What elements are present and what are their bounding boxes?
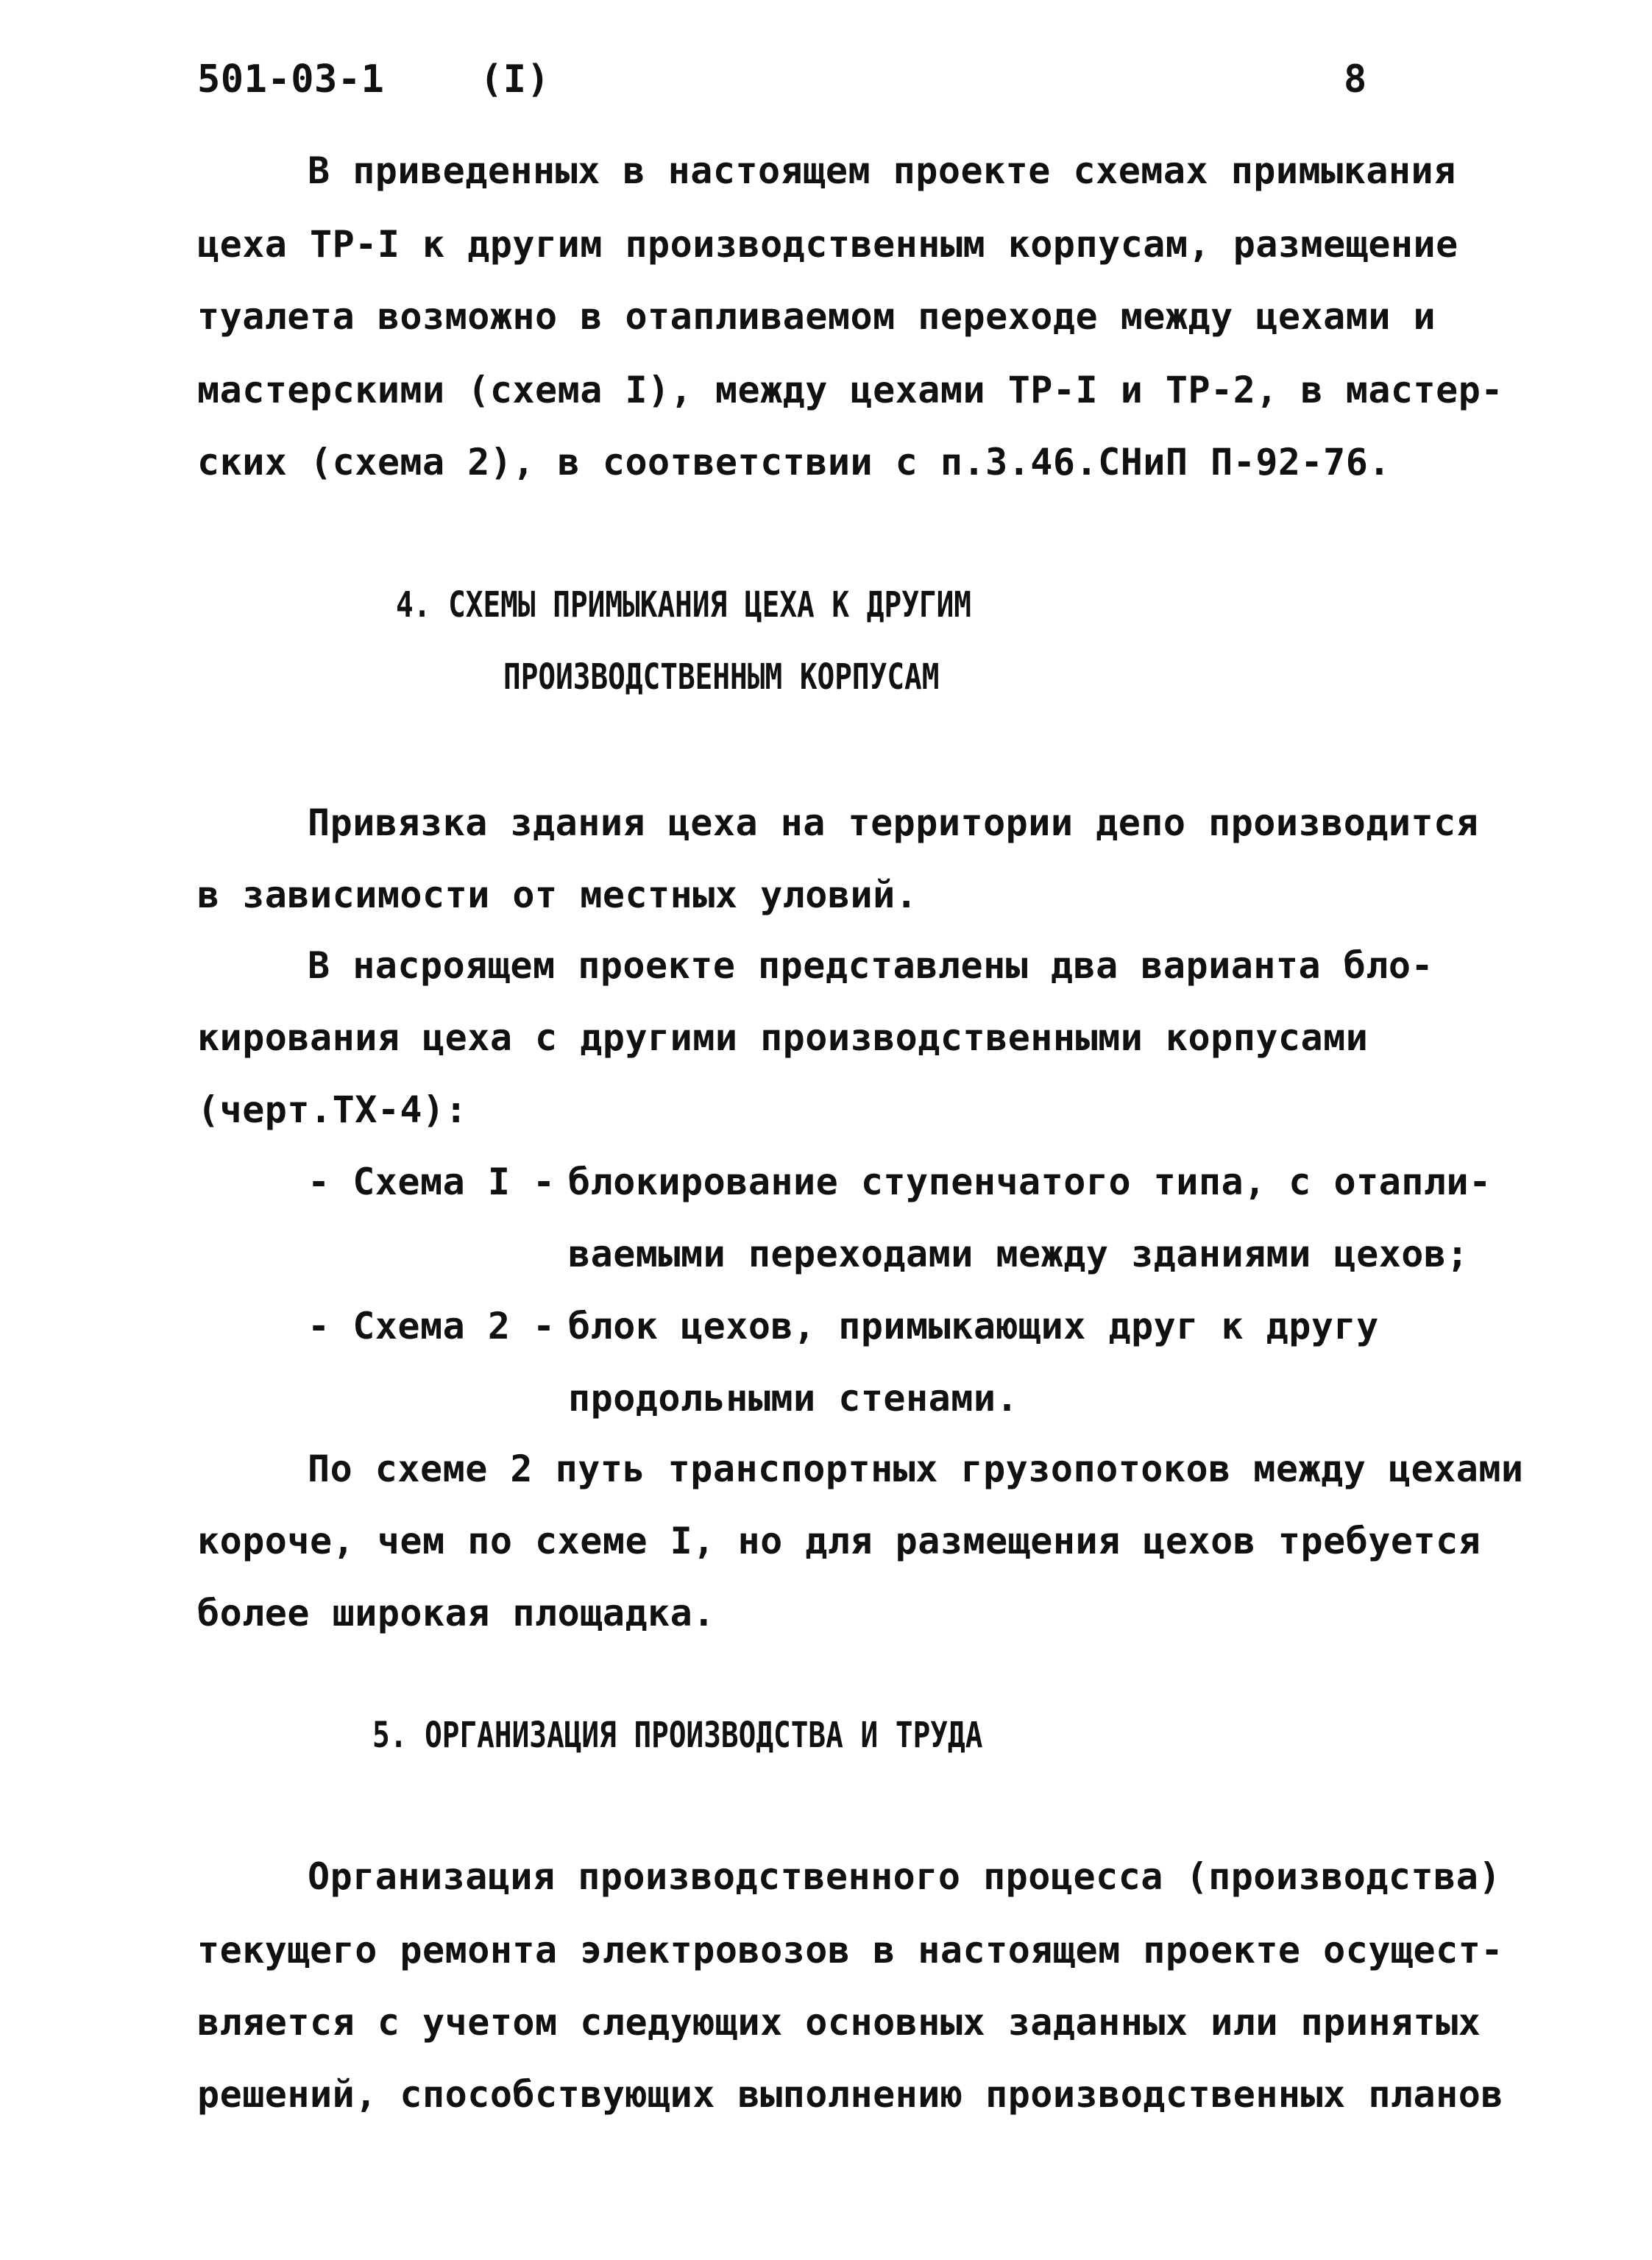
- text-line: туалета возможно в отапливаемом переходе между цехами и: [197, 295, 1436, 338]
- scheme-label: - Схема I -: [308, 1161, 556, 1203]
- page-number: 8: [1344, 57, 1367, 102]
- heading-line: 4. СХЕМЫ ПРИМЫКАНИЯ ЦЕХА К ДРУГИМ: [396, 584, 971, 626]
- text-line: текущего ремонта электровозов в настоящем проекте осущест-: [197, 1929, 1503, 1972]
- text-line: По схеме 2 путь транспортных грузопотоков между цехами: [308, 1448, 1524, 1490]
- scheme-label: - Схема 2 -: [308, 1305, 556, 1347]
- text-line: вляется с учетом следующих основных заданных или принятых: [197, 2001, 1481, 2044]
- text-line: более широкая площадка.: [197, 1592, 715, 1634]
- scheme-description: ваемыми переходами между зданиями цехов;: [568, 1233, 1470, 1275]
- text-line: решений, способствующих выполнению производственных планов: [197, 2073, 1503, 2116]
- scheme-description: блок цехов, примыкающих друг к другу: [568, 1305, 1379, 1347]
- document-code: 501-03-1: [197, 57, 385, 102]
- text-line: (черт.ТХ-4):: [197, 1088, 468, 1131]
- text-line: Привязка здания цеха на территории депо производится: [308, 801, 1479, 844]
- text-line: В насроящем проекте представлены два варианта бло-: [308, 944, 1434, 987]
- text-line: кирования цеха с другими производственными корпусами: [197, 1016, 1369, 1059]
- text-line: В приведенных в настоящем проекте схемах примыкания: [308, 149, 1456, 192]
- scheme-description: блокирование ступенчатого типа, с отапли-: [568, 1161, 1492, 1203]
- text-line: Организация производственного процесса (производства): [308, 1855, 1501, 1898]
- text-line: цеха ТР-I к другим производственным корпусам, размещение: [197, 223, 1458, 266]
- heading-line: ПРОИЗВОДСТВЕННЫМ КОРПУСАМ: [503, 656, 940, 698]
- text-line: мастерскими (схема I), между цехами ТР-I и ТР-2, в мастер-: [197, 369, 1503, 411]
- document-part: (I): [480, 57, 550, 102]
- scheme-description: продольными стенами.: [568, 1377, 1019, 1420]
- section-5-heading: 5. ОРГАНИЗАЦИЯ ПРОИЗВОДСТВА И ТРУДА: [372, 1715, 983, 1756]
- text-line: ских (схема 2), в соответствии с п.3.46.СНиП П-92-76.: [197, 441, 1391, 483]
- text-line: в зависимости от местных уловий.: [197, 874, 918, 916]
- text-line: короче, чем по схеме I, но для размещения цехов требуется: [197, 1520, 1481, 1562]
